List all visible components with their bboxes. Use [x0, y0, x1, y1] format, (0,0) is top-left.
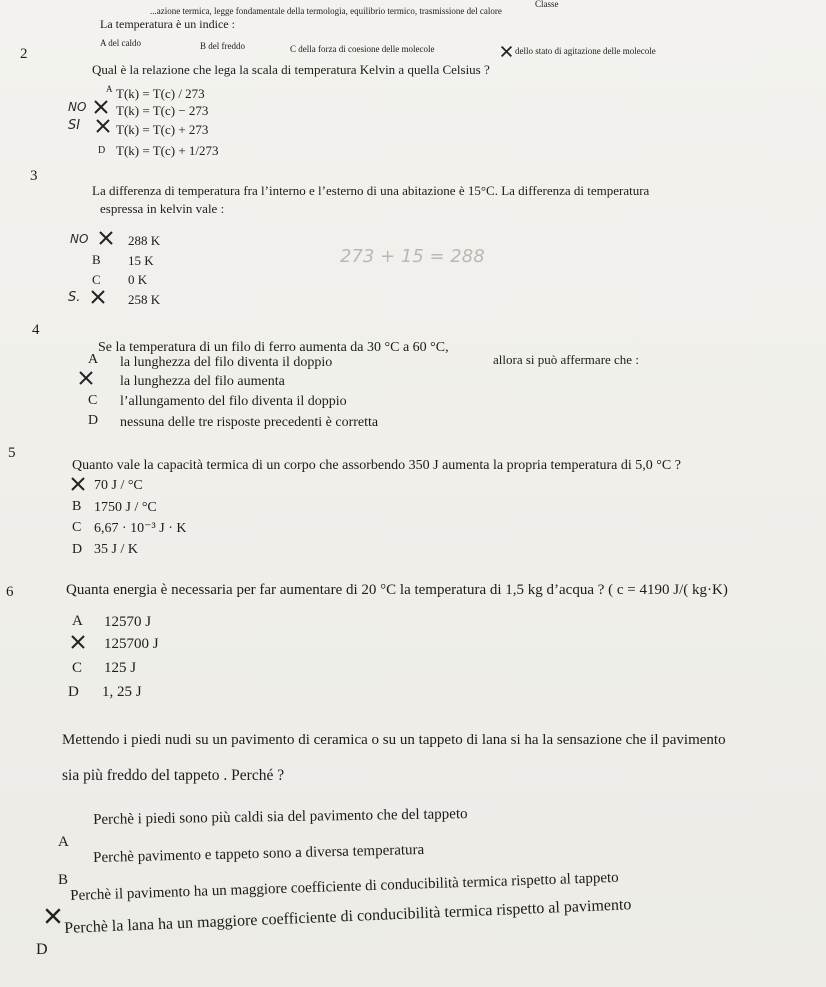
q3-option-b: 15 K: [128, 253, 154, 268]
q2-letter-a: A: [106, 84, 113, 94]
q2-option-a: T(k) = T(c) / 273: [116, 86, 205, 101]
q3-mark-no: NO: [70, 232, 89, 246]
q7-text-line1: Mettendo i piedi nudi su un pavimento di ceramica o su un tappeto di lana si ha la sensazione che il pavimento: [62, 732, 726, 748]
q7-letter-b: B: [58, 872, 69, 888]
q3-option-a: 288 K: [128, 233, 161, 248]
q2-text: Qual è la relazione che lega la scala di temperatura Kelvin a quella Celsius ?: [92, 62, 490, 77]
q3-text-line2: espressa in kelvin vale :: [100, 201, 225, 216]
q4-text-tail: allora si può affermare che :: [493, 352, 639, 367]
class-label: Classe: [535, 0, 559, 9]
q4-option-c: l’allungamento del filo diventa il doppio: [120, 394, 347, 409]
q7-option-c: Perchè il pavimento ha un maggiore coefficiente di conducibilità termica rispetto al tappeto: [70, 869, 619, 904]
q6-letter-a: A: [72, 613, 83, 629]
q1-option-d: dello stato di agitazione delle molecole: [515, 46, 656, 56]
q4-letter-a: A: [88, 352, 99, 367]
q3-cross-d-icon: [90, 289, 106, 305]
q2-cross-icon: [93, 99, 109, 115]
q3-cross-a-icon: [98, 230, 114, 246]
q2-mark-no: NO: [68, 100, 87, 114]
q6-option-b: 125700 J: [104, 636, 159, 652]
q3-letter-b: B: [92, 252, 101, 267]
cross-mark-icon: [500, 45, 513, 58]
q2-number: 2: [20, 46, 28, 62]
q7-letter-d: D: [36, 941, 48, 958]
q2-option-c: T(k) = T(c) + 273: [116, 122, 209, 137]
q3-number: 3: [30, 168, 38, 184]
q4-cross-b-icon: [78, 370, 94, 386]
q6-option-c: 125 J: [104, 660, 137, 676]
q4-option-a: la lunghezza del filo diventa il doppio: [120, 355, 333, 370]
q3-letter-c: C: [92, 272, 101, 287]
q4-option-d: nessuna delle tre risposte precedenti è corretta: [120, 415, 379, 430]
q7-letter-a: A: [58, 834, 69, 850]
q4-number: 4: [32, 322, 40, 338]
q3-option-c: 0 K: [128, 272, 148, 287]
q7-cross-c-icon: [44, 907, 62, 925]
q6-text: Quanta energia è necessaria per far aumentare di 20 °C la temperatura di 1,5 kg d’acqua ? ( c = 4190 J/( kg·K): [66, 582, 728, 598]
q7-option-b: Perchè pavimento e tappeto sono a diversa temperatura: [93, 841, 425, 866]
q3-mark-si: S.: [68, 290, 81, 305]
q3-option-d: 258 K: [128, 292, 161, 307]
q2-option-b: T(k) = T(c) − 273: [116, 103, 209, 118]
q1-option-c: C della forza di coesione delle molecole: [290, 44, 435, 54]
q6-letter-d: D: [68, 684, 79, 700]
header-line-1: ...azione termica, legge fondamentale della termologia, equilibrio termico, trasmissione del calore: [150, 6, 502, 16]
q4-letter-c: C: [88, 393, 98, 408]
q4-option-b: la lunghezza del filo aumenta: [120, 374, 285, 389]
q7-option-a: Perchè i piedi sono più caldi sia del pavimento che del tappeto: [93, 806, 468, 828]
q3-text-line1: La differenza di temperatura fra l’interno e l’esterno di una abitazione è 15°C. La differenza di temperatura: [92, 183, 650, 198]
q7-option-d: Perchè la lana ha un maggiore coefficiente di conducibilità termica rispetto al pavimento: [64, 896, 632, 937]
q5-letter-b: B: [72, 499, 82, 514]
q4-text: Se la temperatura di un filo di ferro aumenta da 30 °C a 60 °C,: [98, 340, 449, 355]
q6-cross-b-icon: [70, 634, 86, 650]
q5-text: Quanto vale la capacità termica di un corpo che assorbendo 350 J aumenta la propria temperatura di 5,0 °C ?: [72, 458, 681, 473]
q4-letter-d: D: [88, 413, 99, 428]
q6-option-a: 12570 J: [104, 614, 152, 630]
q1-option-b: B del freddo: [200, 41, 245, 51]
q5-option-d: 35 J / K: [94, 542, 138, 557]
q6-option-d: 1, 25 J: [102, 684, 142, 700]
q6-letter-c: C: [72, 660, 83, 676]
q3-handwritten-calc: 273 + 15 = 288: [340, 246, 485, 267]
q1-option-a: A del caldo: [100, 38, 141, 48]
q5-option-a: 70 J / °C: [94, 478, 143, 493]
q2-check-icon: [95, 118, 111, 134]
q2-option-d: T(k) = T(c) + 1/273: [116, 143, 219, 158]
q5-letter-d: D: [72, 542, 83, 557]
q7-text-line2: sia più freddo del tappeto . Perché ?: [62, 767, 285, 784]
q5-option-c: 6,67 · 10⁻³ J · K: [94, 521, 187, 536]
q5-number: 5: [8, 445, 16, 461]
q2-letter-d: D: [98, 145, 106, 156]
q5-letter-c: C: [72, 520, 82, 535]
q1-text: La temperatura è un indice :: [100, 17, 235, 31]
q6-number: 6: [6, 584, 14, 600]
q2-mark-si: SI: [68, 118, 81, 133]
q5-option-b: 1750 J / °C: [94, 500, 157, 515]
q5-cross-a-icon: [70, 476, 86, 492]
